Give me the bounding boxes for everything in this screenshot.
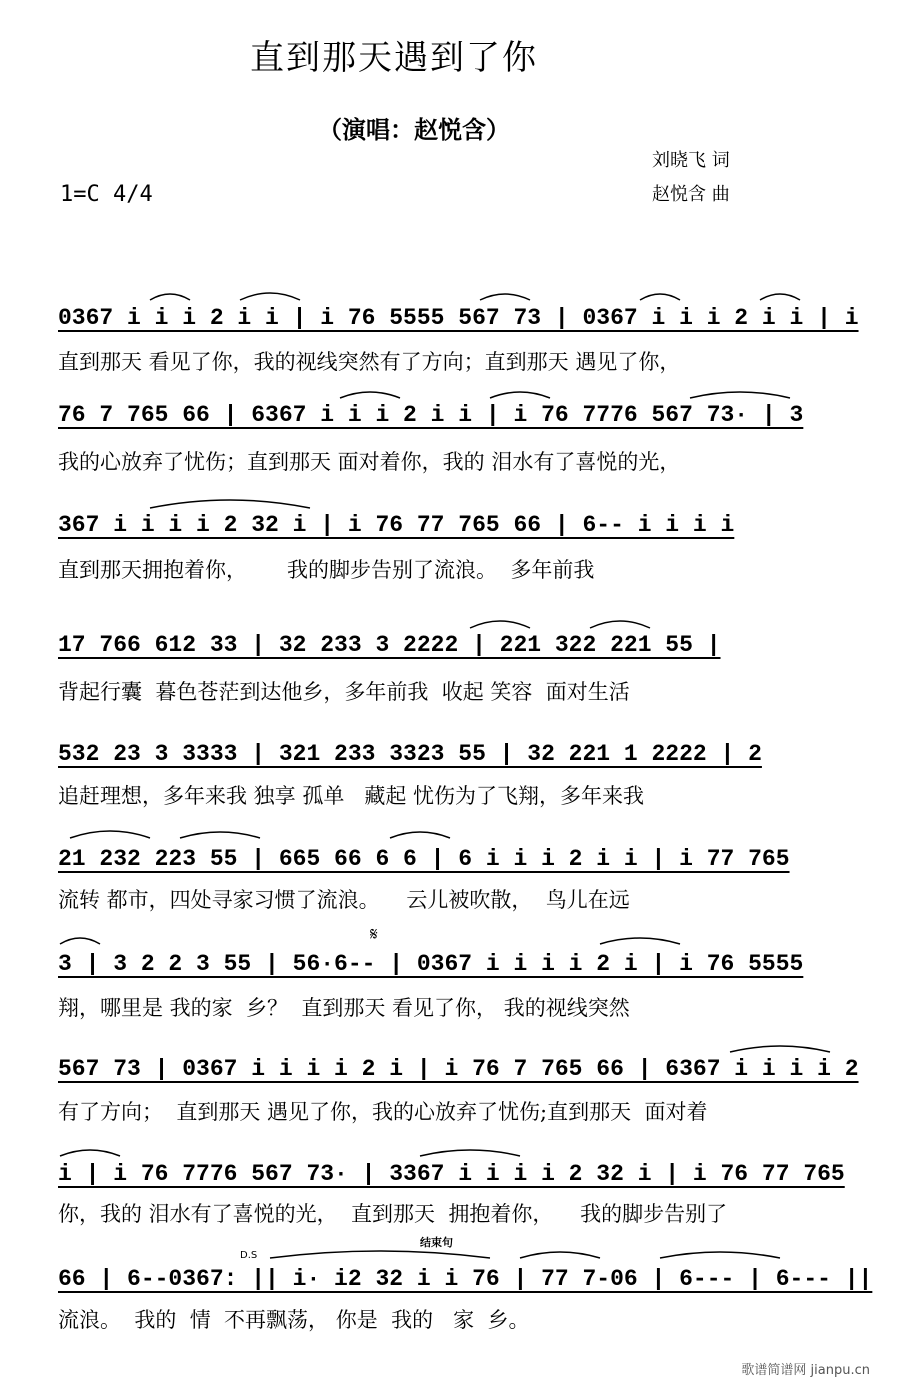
slur-9 — [150, 500, 310, 508]
lyric-line-8: 有了方向； 直到那天 遇见了你，我的心放弃了忧伤;直到那天 面对着 — [58, 1100, 708, 1124]
slur-18 — [60, 1150, 120, 1156]
lyric-line-7: 翔，哪里是 我的家 乡？ 直到那天 看见了你， 我的视线突然 — [58, 996, 630, 1020]
staff-line-10: 66 | 6--0367: || i· i2 32 i i 76 | 77 7-06 | 6--- | 6--- || — [58, 1266, 873, 1292]
lyric-line-4: 背起行囊 暮色苍茫到达他乡，多年前我 收起 笑容 面对生活 — [58, 680, 630, 704]
lyric-line-6: 流转 都市，四处寻家习惯了流浪。 云儿被吹散， 鸟儿在远 — [58, 888, 630, 912]
slur-19 — [420, 1150, 520, 1156]
staff-line-1: 0367 i i i 2 i i | i 76 5555 567 73 | 0367 i i i 2 i i | i — [58, 305, 859, 331]
slur-11 — [590, 621, 650, 628]
slur-8 — [690, 392, 790, 398]
slur-21 — [520, 1252, 600, 1258]
lyric-line-9: 你，我的 泪水有了喜悦的光， 直到那天 拥抱着你， 我的脚步告别了 — [58, 1202, 728, 1226]
slur-4 — [640, 294, 680, 300]
segno-mark: 𝄋 — [370, 924, 378, 945]
song-title: 直到那天遇到了你 — [250, 38, 538, 78]
lyric-line-10: 流浪。 我的 情 不再飘荡， 你是 我的 家 乡。 — [58, 1308, 530, 1332]
ds-mark: D.S — [240, 1250, 258, 1261]
key-signature: 1=C 4/4 — [60, 182, 153, 207]
slur-10 — [470, 621, 530, 628]
singer-credit: （演唱：赵悦含） — [318, 115, 510, 144]
slur-20 — [270, 1251, 490, 1258]
staff-line-8: 567 73 | 0367 i i i i 2 i | i 76 7 765 66 | 6367 i i i i 2 — [58, 1056, 859, 1082]
staff-line-3: 367 i i i i 2 32 i | i 76 77 765 66 | 6-- i i i i — [58, 512, 735, 538]
watermark-text: 歌谱简谱网 jianpu.cn — [741, 1363, 870, 1378]
staff-line-4: 17 766 612 33 | 32 233 3 2222 | 221 322 221 55 | — [58, 632, 721, 658]
coda-label: 结束句 — [420, 1236, 453, 1249]
slur-2 — [240, 293, 300, 300]
slur-16 — [600, 938, 680, 944]
lyric-line-1: 直到那天 看见了你，我的视线突然有了方向；直到那天 遇见了你， — [58, 350, 681, 374]
slur-1 — [150, 294, 190, 300]
staff-line-6: 21 232 223 55 | 665 66 6 6 | 6 i i i 2 i i | i 77 765 — [58, 846, 790, 872]
staff-line-9: i | i 76 7776 567 73· | 3367 i i i i 2 32 i | i 76 77 765 — [58, 1161, 845, 1187]
composer-credit: 赵悦含 曲 — [652, 184, 730, 205]
staff-line-5: 532 23 3 3333 | 321 233 3323 55 | 32 221 1 2222 | 2 — [58, 741, 762, 767]
lyric-line-5: 追赶理想，多年来我 独享 孤单 藏起 忧伤为了飞翔，多年来我 — [58, 784, 645, 808]
slur-15 — [60, 938, 100, 944]
slur-6 — [490, 392, 550, 398]
slur-5 — [760, 294, 800, 300]
slur-7 — [340, 392, 400, 398]
slur-12 — [70, 831, 150, 838]
lyric-line-3: 直到那天拥抱着你， 我的脚步告别了流浪。 多年前我 — [58, 558, 595, 582]
lyric-line-2: 我的心放弃了忧伤；直到那天 面对着你，我的 泪水有了喜悦的光， — [58, 450, 681, 474]
staff-line-7: 3 | 3 2 2 3 55 | 56·6-- | 0367 i i i i 2 i | i 76 5555 — [58, 951, 804, 977]
staff-line-2: 76 7 765 66 | 6367 i i i 2 i i | i 76 7776 567 73· | 3 — [58, 402, 804, 428]
slur-22 — [660, 1252, 780, 1258]
lyricist-credit: 刘晓飞 词 — [652, 150, 730, 171]
slur-17 — [730, 1046, 830, 1052]
slur-13 — [180, 832, 260, 838]
slur-14 — [390, 832, 450, 838]
slur-3 — [480, 294, 530, 300]
